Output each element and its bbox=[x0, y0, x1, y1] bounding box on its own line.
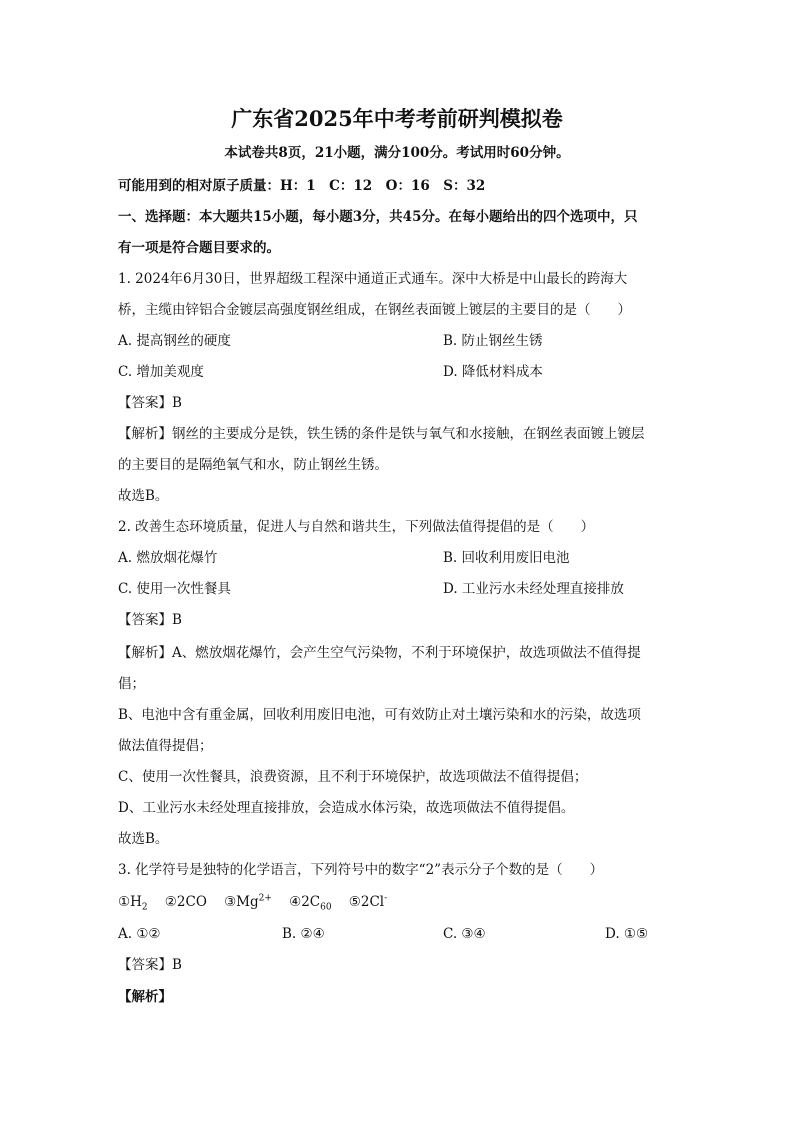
symbol-h2: $①H_2$ bbox=[118, 894, 148, 912]
q1-answer: 【答案】B bbox=[118, 395, 182, 411]
q2-option-c: C. 使用一次性餐具 bbox=[118, 581, 231, 597]
q3-symbols bbox=[118, 892, 678, 912]
q2-analysis-line5: C、使用一次性餐具，浪费资源，且不利于环境保护，故选项做法不值得提倡； bbox=[118, 769, 588, 785]
q2-option-d: D. 工业污水未经处理直接排放 bbox=[443, 581, 624, 597]
q1-option-b: B. 防止钢丝生锈 bbox=[443, 333, 543, 349]
atomic-mass-line: 可能用到的相对原子质量：H：1 C：12 O：16 S：32 bbox=[118, 178, 486, 194]
symbol-mg2plus: $③Mg^{2+}$ bbox=[224, 893, 272, 910]
section-heading-line1: 一、选择题：本大题共15小题，每小题3分，共45分。在每小题给出的四个选项中，只 bbox=[118, 209, 638, 225]
q2-option-a: A. 燃放烟花爆竹 bbox=[118, 550, 218, 566]
q1-stem-line2: 桥，主缆由锌铝合金镀层高强度钢丝组成，在钢丝表面镀上镀层的主要目的是（ ） bbox=[118, 302, 631, 318]
q3-option-b: B. ②④ bbox=[282, 926, 325, 942]
q2-analysis-line1: 【解析】A、燃放烟花爆竹，会产生空气污染物，不利于环境保护，故选项做法不值得提 bbox=[118, 645, 641, 661]
q3-option-a: A. ①② bbox=[118, 926, 161, 942]
q3-answer: 【答案】B bbox=[118, 957, 182, 973]
q2-analysis-line4: 做法值得提倡； bbox=[118, 738, 213, 754]
exam-info: 本试卷共8页，21小题，满分100分。考试用时60分钟。 bbox=[224, 145, 570, 161]
q1-conclusion: 故选B。 bbox=[118, 488, 169, 504]
q2-analysis-line6: D、工业污水未经处理直接排放，会造成水体污染，故选项做法不值得提倡。 bbox=[118, 800, 575, 816]
q1-option-c: C. 增加美观度 bbox=[118, 364, 204, 380]
q2-analysis-line2: 倡； bbox=[118, 676, 145, 692]
page-title: 广东省2025年中考考前研判模拟卷 bbox=[231, 106, 563, 131]
q2-analysis-line3: B、电池中含有重金属，回收利用废旧电池，可有效防止对土壤污染和水的污染，故选项 bbox=[118, 707, 641, 723]
symbol-2co: ②2CO bbox=[164, 894, 207, 910]
q1-option-d: D. 降低材料成本 bbox=[443, 364, 543, 380]
q2-stem: 2. 改善生态环境质量，促进人与自然和谐共生，下列做法值得提倡的是（ ） bbox=[118, 519, 595, 535]
section-heading-line2: 有一项是符合题目要求的。 bbox=[118, 240, 280, 256]
symbol-2cl-minus: ⑤2Cl- bbox=[348, 893, 388, 910]
q1-analysis-line2: 的主要目的是隔绝氧气和水，防止钢丝生锈。 bbox=[118, 457, 388, 473]
q1-analysis-line1: 【解析】钢丝的主要成分是铁，铁生锈的条件是铁与氧气和水接触，在钢丝表面镀上镀层 bbox=[118, 426, 645, 442]
q2-conclusion: 故选B。 bbox=[118, 831, 169, 847]
q3-option-c: C. ③④ bbox=[443, 926, 486, 942]
q3-analysis: 【解析】 bbox=[118, 989, 172, 1005]
q3-stem: 3. 化学符号是独特的化学语言，下列符号中的数字“2”表示分子个数的是（ ） bbox=[118, 862, 604, 878]
q3-option-d: D. ①⑤ bbox=[605, 926, 649, 942]
q2-answer: 【答案】B bbox=[118, 612, 182, 628]
symbol-2c60: $④2C_{60}$ bbox=[289, 894, 332, 912]
q1-option-a: A. 提高钢丝的硬度 bbox=[118, 333, 231, 349]
q1-stem-line1: 1. 2024年6月30日，世界超级工程深中通道正式通车。深中大桥是中山最长的跨海大 bbox=[118, 271, 628, 287]
q2-option-b: B. 回收利用废旧电池 bbox=[443, 550, 570, 566]
